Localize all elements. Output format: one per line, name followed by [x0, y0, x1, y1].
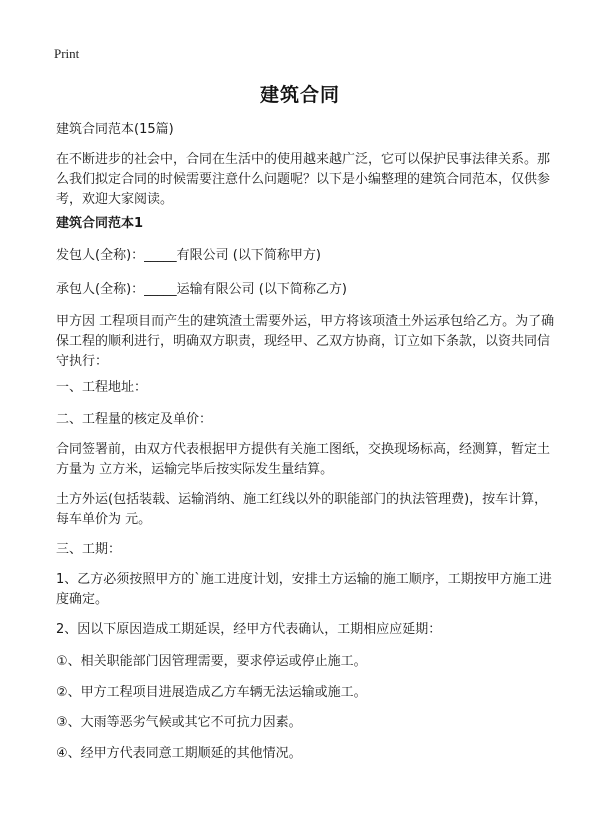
print-link[interactable]: Print	[54, 46, 80, 61]
document-title: 建筑合同	[259, 84, 340, 106]
clause-2-heading: 二、工程量的核定及单价：	[56, 412, 213, 427]
section-heading: 建筑合同范本1	[56, 216, 144, 231]
preamble-paragraph: 甲方因 工程项目而产生的建筑渣土需要外运，甲方将该项渣土外运承包给乙方。为了确保工程的顺利进行，明确双方职责，现经甲、乙双方协商，订立如下条款，以资共同信守执行：	[56, 314, 555, 369]
clause-2-paragraph-2: 土方外运(包括装载、运输消纳、施工红线以外的职能部门的执法管理费)，按车计算，每车单价为 元。	[56, 492, 548, 527]
list-item-3: ③、大雨等恶劣气候或其它不可抗力因素。	[56, 715, 302, 730]
document-subtitle: 建筑合同范本(15篇)	[56, 122, 174, 137]
party-a-line: 发包人(全称)：_____有限公司 (以下简称甲方)	[56, 248, 321, 263]
clause-3-heading: 三、工期：	[56, 542, 122, 557]
list-item-2: ②、甲方工程项目进展造成乙方车辆无法运输或施工。	[56, 685, 367, 700]
clause-3-paragraph-1: 1、乙方必须按照甲方的`施工进度计划，安排土方运输的施工顺序，工期按甲方施工进度确定。	[56, 572, 552, 607]
clause-2-paragraph-1: 合同签署前，由双方代表根据甲方提供有关施工图纸，交换现场标高，经测算，暂定土方量为 立方米，运输完毕后按实际发生量结算。	[56, 442, 551, 477]
party-b-line: 承包人(全称)：_____运输有限公司 (以下简称乙方)	[56, 282, 347, 297]
clause-1-heading: 一、工程地址：	[56, 380, 148, 395]
intro-paragraph: 在不断进步的社会中，合同在生活中的使用越来越广泛，它可以保护民事法律关系。那么我们拟定合同的时候需要注意什么问题呢？以下是小编整理的建筑合同范本，仅供参考，欢迎大家阅读。	[56, 152, 551, 207]
clause-3-paragraph-2: 2、因以下原因造成工期延误，经甲方代表确认，工期相应应延期：	[56, 622, 442, 637]
list-item-4: ④、经甲方代表同意工期顺延的其他情况。	[56, 746, 302, 761]
list-item-1: ①、相关职能部门因管理需要，要求停运或停止施工。	[56, 654, 367, 669]
